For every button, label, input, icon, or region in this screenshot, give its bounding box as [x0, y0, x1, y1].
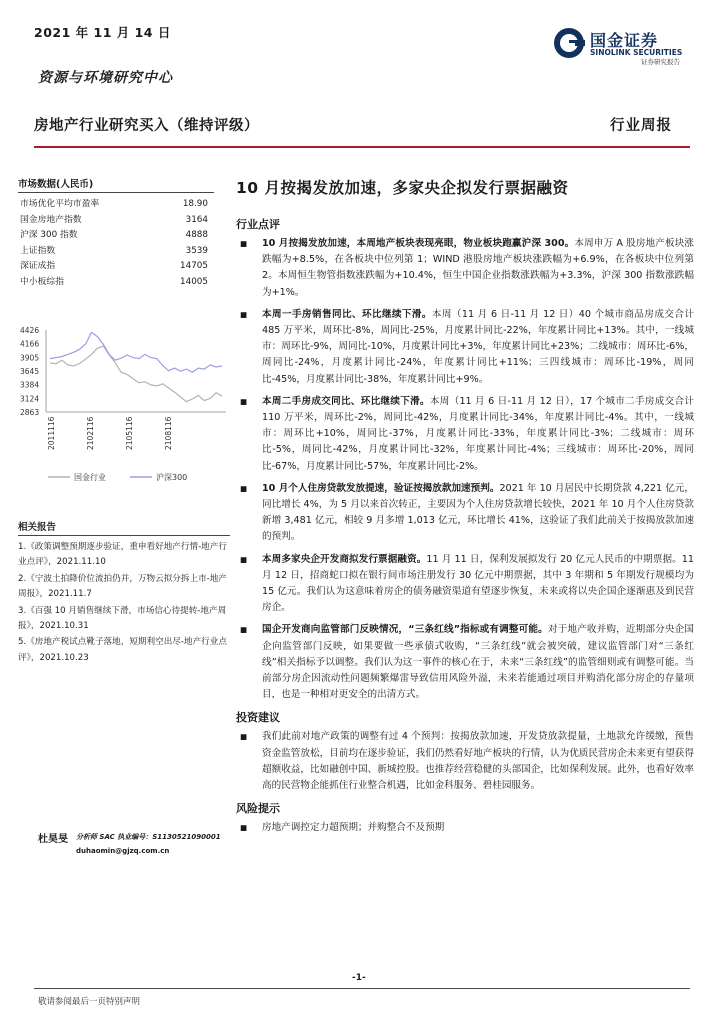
bullet-body: 2021 年 10 月居民中长期贷款 4,221 亿元，同比增长 4%，为 5 月以来首次转正，主要因为个人住房贷款增长较快，2021 年 10 月个人住房贷款新增 3,481 亿元，相较 9 月多增 1,013 亿元，环比增长 41%，这验证了我们此前关于按揭放款加速的预判。	[262, 482, 694, 543]
rating-title: 房地产行业研究买入（维持评级）	[34, 118, 259, 134]
related-report-item[interactable]: 1.《政策调整预期逐步验证，重申看好地产行情-地产行业点评》，2021.11.10	[18, 542, 227, 568]
report-date: 2021 年 11 月 14 日	[34, 25, 171, 40]
market-data-row	[18, 275, 214, 291]
market-data-row	[18, 197, 214, 213]
analyst-name: 杜昊旻	[38, 834, 68, 845]
bullet-lead: 本周一手房销售同比、环比继续下滑。	[262, 308, 432, 320]
comment-bullet	[236, 622, 694, 703]
market-data-list	[18, 197, 214, 291]
y-tick-label: 3124	[20, 394, 40, 404]
bullet-body: 本周（11 月 6 日-11 月 12 日），17 个城市二手房成交合计 110 万平米，周环比-2%，周同比-42%，月度累计同比-34%，年度累计同比-4%。其中，一线城市：周环比+10%，周同比-37%，月度累计同比-33%，年度累计同比-3%；二线城市：周环比-5%，周同比-42%，月度累计同比-32%，年度累计同比-4%；三线城市：周环比-20%，周同比-67%，月度累计同比-57%，年度累计同比-2%。	[262, 395, 694, 472]
market-data-value: 14705	[180, 261, 208, 272]
related-report-item[interactable]: 5.《房地产税试点靴子落地，短期利空出尽-地产行业点评》，2021.10.23	[18, 637, 227, 663]
bullet-body: 11 月 11 日，保利发展拟发行 20 亿元人民币的中期票据。11 月 12 日，招商蛇口拟在银行间市场注册发行 30 亿元中期票据，其中 3 年期和 5 年期发行规模均为 15 亿元。我们认为这意味着房企的债务融资渠道有望逐步恢复，未来或将以央企国企逐渐惠及到民营房企。	[262, 553, 694, 614]
market-data-label: 上证指数	[20, 245, 56, 256]
market-data-row	[18, 259, 214, 275]
market-data-label: 国金房地产指数	[20, 214, 82, 225]
header-divider	[34, 146, 690, 148]
legend-label: 沪深300	[156, 473, 188, 482]
comment-bullet	[236, 394, 694, 475]
footer-divider	[34, 988, 690, 989]
y-tick-label: 4166	[20, 339, 40, 349]
market-data-label: 沪深 300 指数	[20, 230, 78, 241]
related-report-item[interactable]: 2.《宁波土拍降价位流拍仍并，万物云拟分拆上市-地产周报》，2021.11.7	[18, 573, 227, 600]
logo-mark-icon	[552, 26, 586, 60]
market-data-row	[18, 213, 214, 229]
market-data-value: 3164	[185, 214, 208, 225]
bullet-lead: 10 月个人住房贷款发放提速，验证按揭放款加速预判。	[262, 482, 500, 494]
page-number: -1-	[352, 973, 366, 983]
related-report-item[interactable]: 3.《百强 10 月销售继续下滑，市场信心待提转-地产周报》，2021.10.31	[18, 605, 227, 632]
research-center-name: 资源与环境研究中心	[38, 70, 173, 86]
y-tick-label: 3645	[20, 367, 40, 376]
section-heading-advice: 投资建议	[236, 711, 280, 725]
report-title: 10 月按揭发放加速，多家央企拟发行票据融资	[236, 179, 569, 197]
market-data-label: 深证成指	[20, 261, 56, 272]
index-comparison-chart	[18, 320, 230, 492]
disclaimer-note: 敬请参阅最后一页特别声明	[38, 997, 141, 1007]
bullet-body: 对于地产收并购，近期部分央企国企向监管部门反映，如果要做一些承债式收购，“三条红线”就会被突破，建议监管部门对“三条红线”相关指标予以调整。我们认为这一事件的核心在于，未来“三条红线”的监管细则或有调整可能。当前部分房企因流动性问题频繁爆雷导致信用风险外溢，未来若能通过项目并购消化部分房企的存量项目，也是一种相对更安全的出清方式。	[262, 624, 694, 701]
bullet-body: 本周申万 A 股房地产板块涨跌幅为+8.5%，在各板块中位列第 1；WIND 港股房地产板块涨跌幅为+6.9%，在各板块中位列第 2。本周恒生物管指数涨跌幅为+10.4%，恒生中国企业指数涨跌幅为+3.3%，沪深 300 指数涨跌幅为+1%。	[262, 238, 694, 298]
logo-english-name: SINOLINK SECURITIES	[590, 48, 683, 57]
series-group	[50, 332, 222, 401]
advice-bullet	[236, 729, 694, 794]
market-data-value: 3539	[185, 245, 208, 256]
main-content	[236, 176, 694, 843]
analyst-certificate: 分析师 SAC 执业编号：S1130521090001	[76, 833, 221, 841]
market-data-value: 4888	[185, 230, 208, 241]
chart-canvas	[18, 320, 230, 492]
y-tick-label: 3905	[20, 353, 40, 363]
market-data-row	[18, 244, 214, 260]
bullet-body: 本周（11 月 6 日-11 月 12 日）40 个城市商品房成交合计 485 万平米，周环比-8%，周同比-25%，月度累计同比-22%，年度累计同比+13%。其中，一线城市：周环比-9%，周同比-10%，月度累计同比+3%，年度累计同比+23%；二线城市：周环比-6%，周同比-24%，月度累计同比-24%，年度累计同比+11%；三四线城市：周环比-19%，周同比-45%，月度累计同比-38%，年度累计同比+9%。	[262, 308, 694, 385]
related-reports	[18, 519, 230, 666]
bullet-body: 房地产调控定力超预期；并购整合不及预期	[262, 822, 445, 834]
bullet-body: 我们此前对地产政策的调整有过 4 个预判：按揭放款加速，开发贷放款提量，土地款允许缓缴，预售资金监管放松，目前均在逐步验证，我们仍然看好地产板块的行情，认为优质民营房企未来更有望获得超额收益，比如融创中国、新城控股。也推荐经营稳健的头部国企，比如保利发展。此外，也看好效率高的民营物企能抓住行业整合机遇，比如金科服务、碧桂园服务。	[262, 731, 694, 792]
comment-bullet	[236, 552, 694, 617]
bullet-lead: 国企开发商向监管部门反映情况，“三条红线”指标或有调整可能。	[262, 624, 548, 636]
related-reports-title: 相关报告	[18, 519, 230, 536]
x-tick-label: 2108116	[164, 416, 173, 450]
report-type-label: 证券研究报告	[641, 58, 680, 66]
market-data-label: 中小板综指	[20, 276, 64, 287]
bullet-lead: 10 月按揭发放加速，本周地产板块表现亮眼，物业板块跑赢沪深 300。	[262, 238, 575, 249]
y-tick-label: 2863	[20, 408, 40, 417]
series-line-1	[50, 332, 222, 372]
x-tick-label: 2102116	[86, 416, 95, 450]
chart-legend	[48, 472, 187, 482]
section-heading-comment: 行业点评	[236, 218, 280, 231]
comment-bullet	[236, 307, 694, 388]
analyst-email[interactable]: duhaomin@gjzq.com.cn	[76, 847, 170, 855]
y-tick-label: 3384	[20, 380, 40, 390]
market-data-value: 18.90	[182, 199, 208, 209]
market-data-label: 市场优化平均市盈率	[20, 199, 100, 209]
market-data-title: 市场数据(人民币)	[18, 176, 214, 193]
bullet-lead: 本周二手房成交同比、环比继续下滑。	[262, 395, 430, 407]
legend-label: 国金行业	[74, 473, 106, 482]
logo-chinese-name: 国金证券	[590, 31, 659, 50]
market-data-row	[18, 228, 214, 244]
bullet-lead: 本周多家央企开发商拟发行票据融资。	[262, 553, 427, 565]
section-heading-risk: 风险提示	[236, 802, 280, 816]
x-tick-label: 2011116	[47, 416, 56, 450]
series-line-0	[50, 346, 222, 402]
y-tick-label: 4426	[20, 326, 40, 335]
risk-bullet	[236, 820, 694, 836]
x-tick-label: 2105116	[125, 416, 134, 450]
comment-bullet	[236, 236, 694, 301]
market-data-value: 14005	[180, 276, 208, 287]
y-axis	[20, 326, 46, 417]
x-axis	[46, 412, 226, 450]
report-kind: 行业周报	[610, 118, 672, 134]
market-data-panel	[18, 176, 214, 291]
comment-bullet	[236, 481, 694, 546]
